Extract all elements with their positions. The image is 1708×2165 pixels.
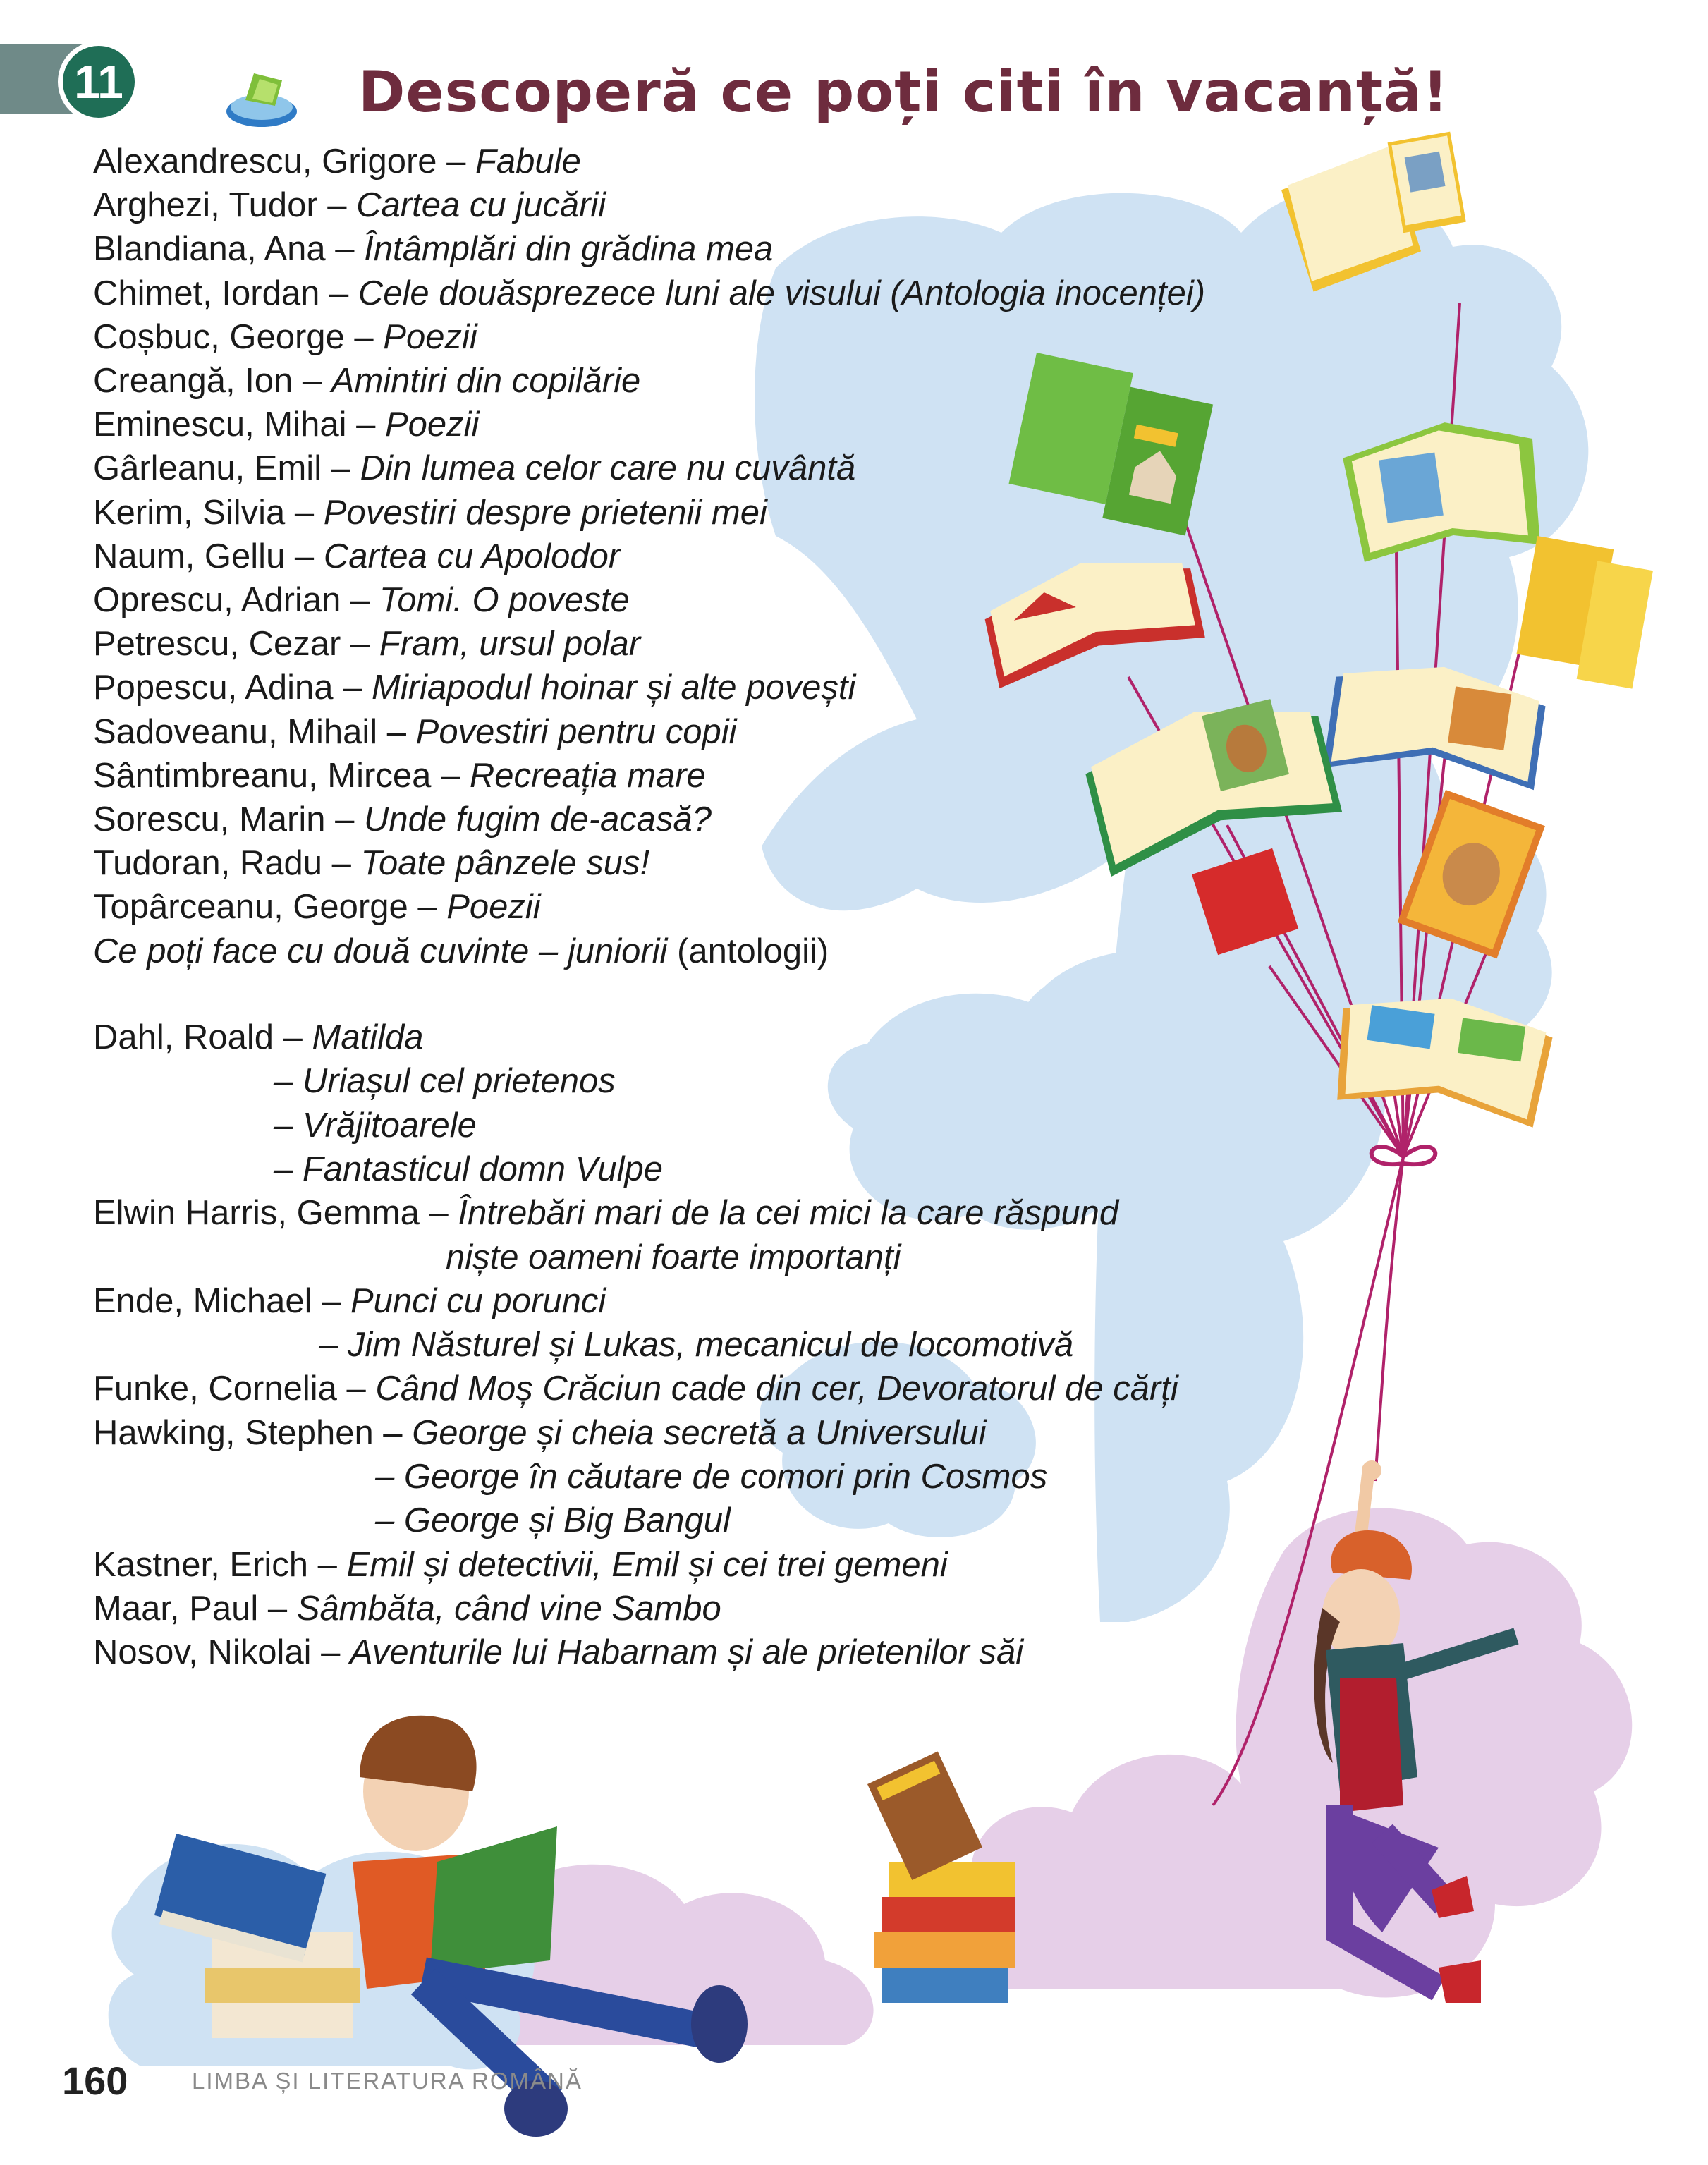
unit-number-badge: 11 <box>58 41 140 123</box>
book-title: Fram, ursul polar <box>379 625 641 664</box>
book-author: Creangă, Ion – <box>93 362 331 400</box>
book-title: Emil și detectivii, Emil și cei trei gemeni <box>346 1545 948 1584</box>
book-entry <box>93 1367 1178 1410</box>
book-title: – George în căutare de comori prin Cosmos <box>375 1458 1048 1496</box>
book-title: Întrebări mari de la cei mici la care răspund <box>458 1194 1119 1233</box>
book-entry <box>93 1411 987 1455</box>
book-author: Nosov, Nikolai – <box>93 1633 350 1672</box>
book-entry <box>375 1455 1047 1499</box>
book-entry <box>93 1279 606 1323</box>
book-entry <box>93 359 640 403</box>
book-title: Aventurile lui Habarnam și ale prietenilor săi <box>350 1633 1024 1672</box>
book-author: Elwin Harris, Gemma – <box>93 1194 458 1233</box>
book-title: Poezii <box>446 888 541 927</box>
book-author: Dahl, Roald – <box>93 1018 312 1056</box>
book-note: (antologii) <box>667 932 829 970</box>
book-title: niște oameni foarte importanți <box>446 1238 901 1276</box>
book-author: Kerim, Silvia – <box>93 493 324 532</box>
book-title: George și cheia secretă a Universului <box>412 1413 987 1452</box>
book-entry <box>446 1236 901 1279</box>
book-entry <box>274 1059 616 1103</box>
book-entry <box>274 1147 663 1191</box>
book-author: Hawking, Stephen – <box>93 1413 413 1452</box>
book-entry <box>93 885 541 929</box>
book-entry <box>93 1587 721 1630</box>
book-author: Arghezi, Tudor – <box>93 186 357 225</box>
book-author: Topârceanu, George – <box>93 888 447 927</box>
book-title: Toate pânzele sus! <box>360 844 650 883</box>
book-title: Când Moș Crăciun cade din cer, Devoratorul de cărți <box>375 1370 1178 1408</box>
book-stack-middle <box>867 1752 1015 2003</box>
page-number: 160 <box>62 2059 128 2103</box>
book-title: Povestiri pentru copii <box>415 712 737 751</box>
book-entry <box>93 1016 423 1059</box>
book-entry <box>375 1499 731 1542</box>
book-entry <box>93 622 640 666</box>
book-author: Sântimbreanu, Mircea – <box>93 756 470 795</box>
book-title: Cartea cu jucării <box>356 186 606 225</box>
book-title: Ce poți face cu două cuvinte – juniorii <box>93 932 668 970</box>
subject-footer: LIMBA ȘI LITERATURA ROMÂNĂ <box>192 2068 582 2094</box>
book-author: Coșbuc, George – <box>93 317 384 356</box>
book-author: Tudoran, Radu – <box>93 844 361 883</box>
book-entry <box>93 1630 1023 1674</box>
book-entry <box>93 491 767 535</box>
book-title: Cartea cu Apolodor <box>323 537 621 575</box>
book-entry <box>93 578 630 622</box>
book-entry <box>93 227 773 271</box>
book-entry <box>93 272 1205 315</box>
book-author: Blandiana, Ana – <box>93 230 365 269</box>
book-stack-icon <box>224 68 299 130</box>
book-entry <box>93 754 706 798</box>
book-author: Sadoveanu, Mihail – <box>93 712 416 751</box>
book-entry <box>274 1104 477 1147</box>
book-entry <box>93 183 606 227</box>
book-entry <box>93 1543 948 1587</box>
book-title: Unde fugim de-acasă? <box>364 800 712 838</box>
book-entry <box>93 710 736 754</box>
book-title: Întâmplări din grădina mea <box>364 230 774 269</box>
book-author: Ende, Michael – <box>93 1281 350 1320</box>
book-entry <box>93 841 649 885</box>
book-author: Petrescu, Cezar – <box>93 625 379 664</box>
book-entry <box>93 140 581 183</box>
book-title: Recreația mare <box>469 756 706 795</box>
book-title: Miriapodul hoinar și alte povești <box>372 669 856 707</box>
book-title: Povestiri despre prietenii mei <box>323 493 767 532</box>
book-author: Gârleanu, Emil – <box>93 449 360 488</box>
book-title: Cele douăsprezece luni ale visului (Antologia inocenței) <box>358 274 1206 312</box>
book-title: Poezii <box>383 317 477 356</box>
book-author: Oprescu, Adrian – <box>93 581 379 619</box>
book-entry <box>93 315 477 359</box>
book-title: Sâmbăta, când vine Sambo <box>296 1589 721 1628</box>
book-entry <box>93 446 855 490</box>
book-entry <box>319 1323 1073 1367</box>
book-entry <box>93 666 855 709</box>
book-author: Maar, Paul – <box>93 1589 297 1628</box>
book-author: Kastner, Erich – <box>93 1545 347 1584</box>
book-title: Matilda <box>312 1018 424 1056</box>
book-title: Poezii <box>384 405 480 444</box>
book-entry <box>93 798 712 841</box>
book-title: Fabule <box>475 142 581 181</box>
book-author: Popescu, Adina – <box>93 669 372 707</box>
book-title: – Fantasticul domn Vulpe <box>274 1149 664 1188</box>
book-title: Din lumea celor care nu cuvântă <box>360 449 856 488</box>
book-author: Naum, Gellu – <box>93 537 324 575</box>
book-title: – Vrăjitoarele <box>274 1106 477 1145</box>
book-author: Chimet, Iordan – <box>93 274 358 312</box>
book-entry <box>93 535 620 578</box>
book-title: – Uriașul cel prietenos <box>274 1062 616 1101</box>
book-title: Tomi. O poveste <box>379 581 630 619</box>
book-entry <box>93 929 829 973</box>
book-entry <box>93 1191 1118 1235</box>
book-author: Alexandrescu, Grigore – <box>93 142 475 181</box>
page-title: Descoperă ce poți citi în vacanță! <box>358 59 1449 125</box>
book-title: – George și Big Bangul <box>375 1501 731 1540</box>
book-title: Amintiri din copilărie <box>331 362 641 400</box>
book-author: Sorescu, Marin – <box>93 800 364 838</box>
book-title: Punci cu porunci <box>350 1281 606 1320</box>
book-entry <box>93 403 479 446</box>
book-author: Eminescu, Mihai – <box>93 405 385 444</box>
book-title: – Jim Năsturel și Lukas, mecanicul de locomotivă <box>319 1326 1074 1365</box>
book-author: Funke, Cornelia – <box>93 1370 376 1408</box>
